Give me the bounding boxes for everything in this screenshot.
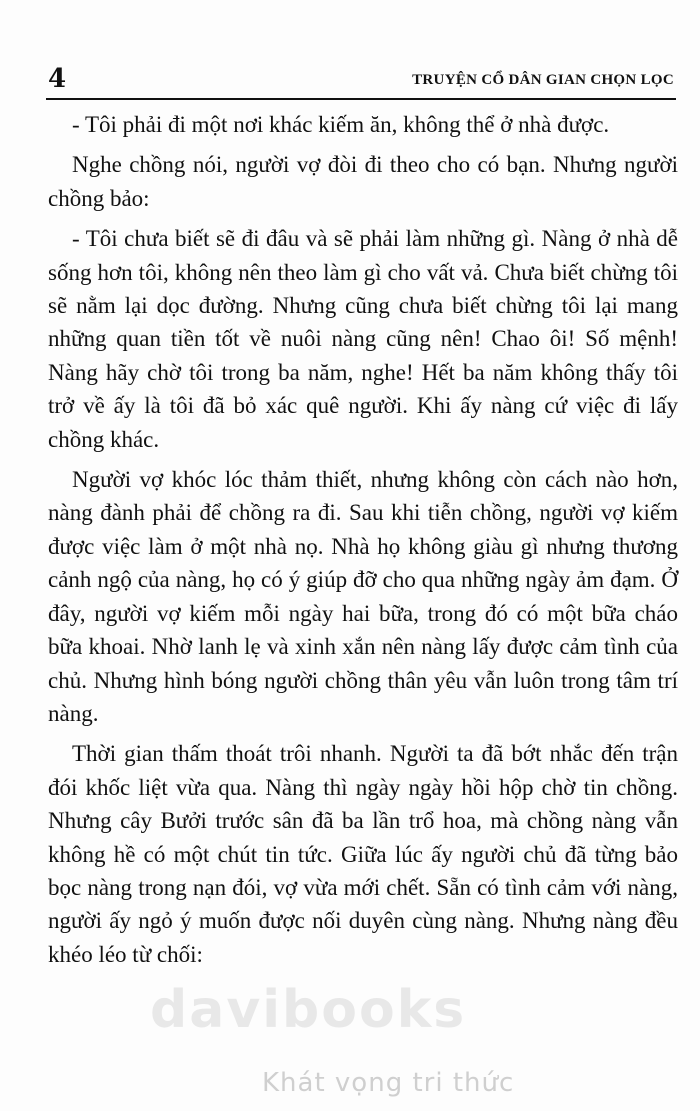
- page-header: [46, 62, 676, 100]
- watermark-brand: davibooks: [150, 980, 467, 1040]
- paragraph: Nghe chồng nói, người vợ đòi đi theo cho có bạn. Nhưng người chồng bảo:: [48, 152, 678, 211]
- body-text: [48, 108, 678, 978]
- watermark-slogan: Khát vọng tri thức: [262, 1068, 515, 1098]
- page-number: 4: [48, 64, 67, 94]
- paragraph: Thời gian thấm thoát trôi nhanh. Người ta đã bớt nhắc đến trận đói khốc liệt vừa qua. Nàng thì ngày ngày hồi hộp chờ tin chồng. Nhưng cây Bưởi trước sân đã ba lần trổ hoa, mà chồng nàng vẫn không hề có một chút tin tức. Giữa lúc ấy người chủ đã từng bảo bọc nàng trong nạn đói, vợ vừa mới chết. Sẵn có tình cảm với nàng, người ấy ngỏ ý muốn được nối duyên cùng nàng. Nhưng nàng đều khéo léo từ chối:: [48, 741, 678, 967]
- paragraph: Người vợ khóc lóc thảm thiết, nhưng không còn cách nào hơn, nàng đành phải để chồng ra đi. Sau khi tiễn chồng, người vợ kiếm được việc làm ở một nhà nọ. Nhà họ không giàu gì nhưng thương cảnh ngộ của nàng, họ có ý giúp đỡ cho qua những ngày ảm đạm. Ở đây, người vợ kiếm mỗi ngày hai bữa, trong đó có một bữa cháo bữa khoai. Nhờ lanh lẹ và xinh xắn nên nàng lấy được cảm tình của chủ. Nhưng hình bóng người chồng thân yêu vẫn luôn trong tâm trí nàng.: [48, 467, 678, 726]
- paragraph: - Tôi phải đi một nơi khác kiếm ăn, không thể ở nhà được.: [72, 112, 610, 137]
- paragraph: - Tôi chưa biết sẽ đi đâu và sẽ phải làm những gì. Nàng ở nhà dễ sống hơn tôi, không nên theo làm gì cho vất vả. Chưa biết chừng tôi sẽ nằm lại dọc đường. Nhưng cũng chưa biết chừng tôi lại mang những quan tiền tốt về nuôi nàng cũng nên! Chao ôi! Số mệnh! Nàng hãy chờ tôi trong ba năm, nghe! Hết ba năm không thấy tôi trở về ấy là tôi đã bỏ xác quê người. Khi ấy nàng cứ việc đi lấy chồng khác.: [48, 226, 678, 452]
- running-title: TRUYỆN CỔ DÂN GIAN CHỌN LỌC: [412, 72, 674, 88]
